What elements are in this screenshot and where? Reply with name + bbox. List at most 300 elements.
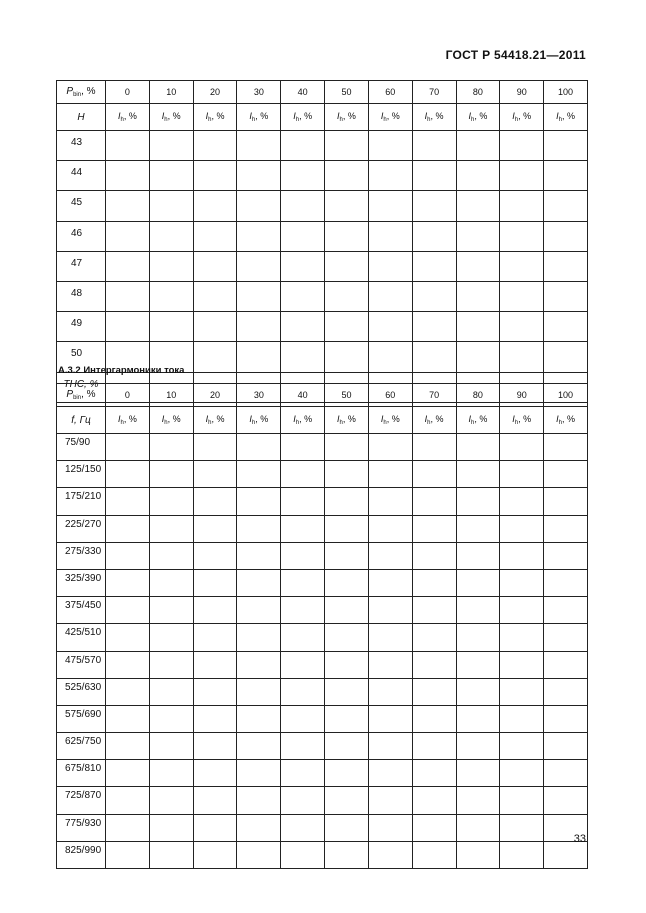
empty-cell xyxy=(500,542,544,569)
empty-cell xyxy=(325,624,369,651)
current-suffix: , % xyxy=(167,414,181,424)
empty-cell xyxy=(500,342,544,372)
current-label: I xyxy=(424,111,428,121)
empty-cell xyxy=(193,515,237,542)
current-label: I xyxy=(337,111,340,121)
empty-cell xyxy=(193,312,237,342)
empty-cell xyxy=(456,760,500,787)
empty-cell xyxy=(500,841,544,868)
empty-cell xyxy=(500,251,544,281)
empty-cell xyxy=(237,733,281,760)
empty-cell xyxy=(368,161,412,191)
current-subscript: h xyxy=(470,117,475,123)
current-label: I xyxy=(161,414,165,424)
empty-cell xyxy=(193,787,237,814)
empty-cell xyxy=(149,705,193,732)
power-label: P xyxy=(66,86,74,97)
section-title: А.3.2 Интергармоники тока xyxy=(58,365,185,376)
current-subscript: h xyxy=(295,117,300,123)
power-value-cell: 100 xyxy=(544,384,588,407)
power-value-cell: 60 xyxy=(368,384,412,407)
empty-cell xyxy=(106,569,150,596)
empty-cell xyxy=(193,814,237,841)
empty-cell xyxy=(500,461,544,488)
empty-cell xyxy=(456,542,500,569)
empty-cell xyxy=(193,705,237,732)
empty-cell xyxy=(149,678,193,705)
row-label-cell: 775/930 xyxy=(57,814,106,841)
empty-cell xyxy=(456,678,500,705)
current-label: I xyxy=(205,111,209,121)
empty-cell xyxy=(325,251,369,281)
empty-cell xyxy=(368,131,412,161)
empty-cell xyxy=(500,515,544,542)
current-label-cell xyxy=(193,407,237,434)
empty-cell xyxy=(325,515,369,542)
empty-cell xyxy=(500,597,544,624)
empty-cell xyxy=(281,281,325,311)
current-label-cell xyxy=(281,104,325,131)
empty-cell xyxy=(500,191,544,221)
empty-cell xyxy=(106,787,150,814)
empty-cell xyxy=(456,515,500,542)
empty-cell xyxy=(500,312,544,342)
current-suffix: , % xyxy=(299,111,313,121)
empty-cell xyxy=(106,161,150,191)
table-row xyxy=(57,488,588,515)
empty-cell xyxy=(149,841,193,868)
current-label: I xyxy=(512,414,515,424)
current-label-cell xyxy=(500,407,544,434)
current-label-cell xyxy=(193,104,237,131)
empty-cell xyxy=(325,597,369,624)
current-subscript: h xyxy=(427,420,431,426)
table-row xyxy=(57,542,588,569)
empty-cell xyxy=(456,131,500,161)
row-label-cell: 375/450 xyxy=(57,597,106,624)
current-label: I xyxy=(424,414,428,424)
empty-cell xyxy=(544,161,588,191)
table-row xyxy=(57,191,588,221)
empty-cell xyxy=(325,678,369,705)
empty-cell xyxy=(456,251,500,281)
empty-cell xyxy=(149,542,193,569)
empty-cell xyxy=(325,569,369,596)
empty-cell xyxy=(149,161,193,191)
empty-cell xyxy=(456,705,500,732)
current-suffix: , % xyxy=(255,414,269,424)
empty-cell xyxy=(149,651,193,678)
empty-cell xyxy=(149,624,193,651)
row-label-cell: 575/690 xyxy=(57,705,106,732)
empty-cell xyxy=(544,678,588,705)
empty-cell xyxy=(325,312,369,342)
row-label-cell: 125/150 xyxy=(57,461,106,488)
empty-cell xyxy=(456,814,500,841)
empty-cell xyxy=(412,515,456,542)
empty-cell xyxy=(456,461,500,488)
empty-cell xyxy=(193,569,237,596)
power-subscript: bin xyxy=(73,92,82,98)
empty-cell xyxy=(368,191,412,221)
empty-cell xyxy=(544,342,588,372)
empty-cell xyxy=(281,342,325,372)
empty-cell xyxy=(281,488,325,515)
empty-cell xyxy=(281,312,325,342)
empty-cell xyxy=(412,542,456,569)
row-label-cell: 425/510 xyxy=(57,624,106,651)
empty-cell xyxy=(412,281,456,311)
power-header-row xyxy=(57,81,588,104)
power-value-cell: 40 xyxy=(281,384,325,407)
power-suffix: , % xyxy=(81,86,96,97)
empty-cell xyxy=(544,841,588,868)
current-label-cell xyxy=(544,104,588,131)
empty-cell xyxy=(412,624,456,651)
empty-cell xyxy=(544,624,588,651)
power-value-cell: 100 xyxy=(544,81,588,104)
current-suffix: , % xyxy=(561,111,575,121)
row-label-cell: 625/750 xyxy=(57,733,106,760)
row-label-cell: 49 xyxy=(57,312,106,342)
current-subscript: h xyxy=(558,420,562,426)
current-label-cell xyxy=(325,104,369,131)
table-row xyxy=(57,705,588,732)
empty-cell xyxy=(281,787,325,814)
current-suffix: , % xyxy=(167,111,181,121)
current-suffix: , % xyxy=(430,414,444,424)
row-label-cell: 275/330 xyxy=(57,542,106,569)
power-value-cell: 10 xyxy=(149,384,193,407)
empty-cell xyxy=(500,678,544,705)
empty-cell xyxy=(237,787,281,814)
empty-cell xyxy=(412,434,456,461)
empty-cell xyxy=(325,787,369,814)
empty-cell xyxy=(281,161,325,191)
current-label: I xyxy=(205,414,209,424)
empty-cell xyxy=(237,434,281,461)
empty-cell xyxy=(456,281,500,311)
empty-cell xyxy=(281,841,325,868)
empty-cell xyxy=(237,651,281,678)
empty-cell xyxy=(500,814,544,841)
power-value-cell: 50 xyxy=(325,384,369,407)
empty-cell xyxy=(456,597,500,624)
power-value-cell: 0 xyxy=(106,384,150,407)
current-label-cell xyxy=(456,407,500,434)
empty-cell xyxy=(237,131,281,161)
row-label-cell: 44 xyxy=(57,161,106,191)
empty-cell xyxy=(412,678,456,705)
empty-cell xyxy=(456,733,500,760)
empty-cell xyxy=(149,488,193,515)
empty-cell xyxy=(500,733,544,760)
empty-cell xyxy=(544,569,588,596)
empty-cell xyxy=(368,488,412,515)
current-suffix: , % xyxy=(342,111,356,121)
empty-cell xyxy=(325,542,369,569)
empty-cell xyxy=(237,705,281,732)
empty-cell xyxy=(544,705,588,732)
empty-cell xyxy=(281,651,325,678)
empty-cell xyxy=(106,251,150,281)
current-subscript: h xyxy=(208,420,212,426)
empty-cell xyxy=(325,434,369,461)
empty-cell xyxy=(237,760,281,787)
empty-cell xyxy=(193,434,237,461)
empty-cell xyxy=(544,651,588,678)
power-value-cell: 30 xyxy=(237,81,281,104)
current-subscript: h xyxy=(120,117,124,123)
empty-cell xyxy=(368,705,412,732)
empty-cell xyxy=(368,342,412,372)
table-row xyxy=(57,221,588,251)
empty-cell xyxy=(500,624,544,651)
current-label: I xyxy=(468,414,471,424)
current-subscript: h xyxy=(339,420,343,426)
current-subscript: h xyxy=(295,420,300,426)
current-header-row xyxy=(57,104,588,131)
table-row xyxy=(57,597,588,624)
empty-cell xyxy=(544,461,588,488)
current-suffix: , % xyxy=(518,111,532,121)
empty-cell xyxy=(368,312,412,342)
empty-cell xyxy=(281,191,325,221)
empty-cell xyxy=(237,221,281,251)
empty-cell xyxy=(193,251,237,281)
empty-cell xyxy=(149,131,193,161)
empty-cell xyxy=(412,461,456,488)
empty-cell xyxy=(106,461,150,488)
table-row xyxy=(57,251,588,281)
current-suffix: , % xyxy=(255,111,269,121)
current-suffix: , % xyxy=(430,111,444,121)
power-value-cell: 90 xyxy=(500,81,544,104)
current-subscript: h xyxy=(558,117,562,123)
empty-cell xyxy=(281,251,325,281)
empty-cell xyxy=(149,569,193,596)
empty-cell xyxy=(368,221,412,251)
thc-label-cell: THC, % xyxy=(57,372,106,402)
current-subscript: h xyxy=(383,117,387,123)
empty-cell xyxy=(149,434,193,461)
empty-cell xyxy=(325,705,369,732)
table-row xyxy=(57,461,588,488)
empty-cell xyxy=(237,542,281,569)
empty-cell xyxy=(193,597,237,624)
table-row xyxy=(57,678,588,705)
empty-cell xyxy=(237,281,281,311)
power-value-cell: 40 xyxy=(281,81,325,104)
empty-cell xyxy=(281,221,325,251)
empty-cell xyxy=(456,221,500,251)
empty-cell xyxy=(237,191,281,221)
harmonics-table xyxy=(56,80,588,403)
empty-cell xyxy=(456,434,500,461)
power-value-cell: 20 xyxy=(193,81,237,104)
table-row xyxy=(57,814,588,841)
row-label-cell: 75/90 xyxy=(57,434,106,461)
empty-cell xyxy=(368,733,412,760)
empty-cell xyxy=(456,569,500,596)
empty-cell xyxy=(325,281,369,311)
empty-cell xyxy=(456,488,500,515)
empty-cell xyxy=(106,434,150,461)
empty-cell xyxy=(281,733,325,760)
empty-cell xyxy=(106,841,150,868)
current-subscript: h xyxy=(251,420,256,426)
current-label: I xyxy=(293,111,296,121)
current-label-cell xyxy=(368,104,412,131)
empty-cell xyxy=(412,161,456,191)
current-label: I xyxy=(512,111,515,121)
empty-cell xyxy=(325,733,369,760)
row-label-cell: 46 xyxy=(57,221,106,251)
empty-cell xyxy=(368,597,412,624)
empty-cell xyxy=(456,841,500,868)
empty-cell xyxy=(281,569,325,596)
empty-cell xyxy=(368,542,412,569)
table-row xyxy=(57,733,588,760)
current-label-cell xyxy=(237,407,281,434)
empty-cell xyxy=(368,678,412,705)
row-label-cell: 175/210 xyxy=(57,488,106,515)
empty-cell xyxy=(237,569,281,596)
table-row xyxy=(57,760,588,787)
table-row xyxy=(57,624,588,651)
empty-cell xyxy=(544,191,588,221)
empty-cell xyxy=(106,597,150,624)
empty-cell xyxy=(281,678,325,705)
empty-cell xyxy=(149,221,193,251)
column-label-cell xyxy=(57,407,106,434)
current-suffix: , % xyxy=(386,414,400,424)
empty-cell xyxy=(544,221,588,251)
empty-cell xyxy=(106,624,150,651)
empty-cell xyxy=(544,733,588,760)
empty-cell xyxy=(281,597,325,624)
empty-cell xyxy=(281,814,325,841)
empty-cell xyxy=(237,161,281,191)
power-value-cell: 10 xyxy=(149,81,193,104)
empty-cell xyxy=(193,342,237,372)
empty-cell xyxy=(193,461,237,488)
empty-cell xyxy=(544,312,588,342)
empty-cell xyxy=(544,251,588,281)
empty-cell xyxy=(106,651,150,678)
empty-cell xyxy=(500,651,544,678)
empty-cell xyxy=(237,515,281,542)
empty-cell xyxy=(544,542,588,569)
current-label-cell xyxy=(149,407,193,434)
table-row xyxy=(57,434,588,461)
table-row xyxy=(57,312,588,342)
empty-cell xyxy=(106,191,150,221)
empty-cell xyxy=(106,760,150,787)
current-subscript: h xyxy=(427,117,431,123)
table-row xyxy=(57,281,588,311)
power-label-cell xyxy=(57,384,106,407)
empty-cell xyxy=(412,733,456,760)
empty-cell xyxy=(237,251,281,281)
empty-cell xyxy=(500,760,544,787)
empty-cell xyxy=(544,515,588,542)
empty-cell xyxy=(281,760,325,787)
empty-cell xyxy=(412,221,456,251)
empty-cell xyxy=(368,651,412,678)
empty-cell xyxy=(412,651,456,678)
current-label: I xyxy=(337,414,340,424)
empty-cell xyxy=(500,221,544,251)
current-label: I xyxy=(380,111,384,121)
power-value-cell: 60 xyxy=(368,81,412,104)
table-row xyxy=(57,161,588,191)
current-suffix: , % xyxy=(474,414,488,424)
empty-cell xyxy=(237,624,281,651)
current-suffix: , % xyxy=(123,414,137,424)
table-row xyxy=(57,651,588,678)
empty-cell xyxy=(368,251,412,281)
empty-cell xyxy=(500,434,544,461)
current-header-row xyxy=(57,407,588,434)
current-suffix: , % xyxy=(299,414,313,424)
empty-cell xyxy=(456,312,500,342)
power-value-cell: 80 xyxy=(456,384,500,407)
column-label: f, Гц xyxy=(71,414,91,426)
empty-cell xyxy=(412,841,456,868)
empty-cell xyxy=(412,569,456,596)
empty-cell xyxy=(149,733,193,760)
empty-cell xyxy=(368,787,412,814)
empty-cell xyxy=(193,161,237,191)
empty-cell xyxy=(544,597,588,624)
empty-cell xyxy=(325,814,369,841)
current-label: I xyxy=(293,414,296,424)
row-label-cell: 675/810 xyxy=(57,760,106,787)
empty-cell xyxy=(368,760,412,787)
empty-cell xyxy=(149,191,193,221)
empty-cell xyxy=(193,651,237,678)
empty-cell xyxy=(368,434,412,461)
current-subscript: h xyxy=(339,117,343,123)
empty-cell xyxy=(544,434,588,461)
current-label-cell xyxy=(106,407,150,434)
empty-cell xyxy=(281,542,325,569)
current-suffix: , % xyxy=(386,111,400,121)
empty-cell xyxy=(149,814,193,841)
empty-cell xyxy=(149,251,193,281)
current-label-cell xyxy=(456,104,500,131)
empty-cell xyxy=(412,131,456,161)
current-label: I xyxy=(556,111,559,121)
empty-cell xyxy=(149,787,193,814)
power-value-cell: 70 xyxy=(412,384,456,407)
empty-cell xyxy=(237,814,281,841)
current-subscript: h xyxy=(514,117,519,123)
empty-cell xyxy=(106,542,150,569)
row-label-cell: 48 xyxy=(57,281,106,311)
empty-cell xyxy=(281,461,325,488)
empty-cell xyxy=(544,760,588,787)
power-label-cell xyxy=(57,81,106,104)
table-row xyxy=(57,515,588,542)
current-label: I xyxy=(380,414,384,424)
current-label-cell xyxy=(325,407,369,434)
empty-cell xyxy=(325,161,369,191)
empty-cell xyxy=(237,488,281,515)
empty-cell xyxy=(281,131,325,161)
power-value-cell: 0 xyxy=(106,81,150,104)
